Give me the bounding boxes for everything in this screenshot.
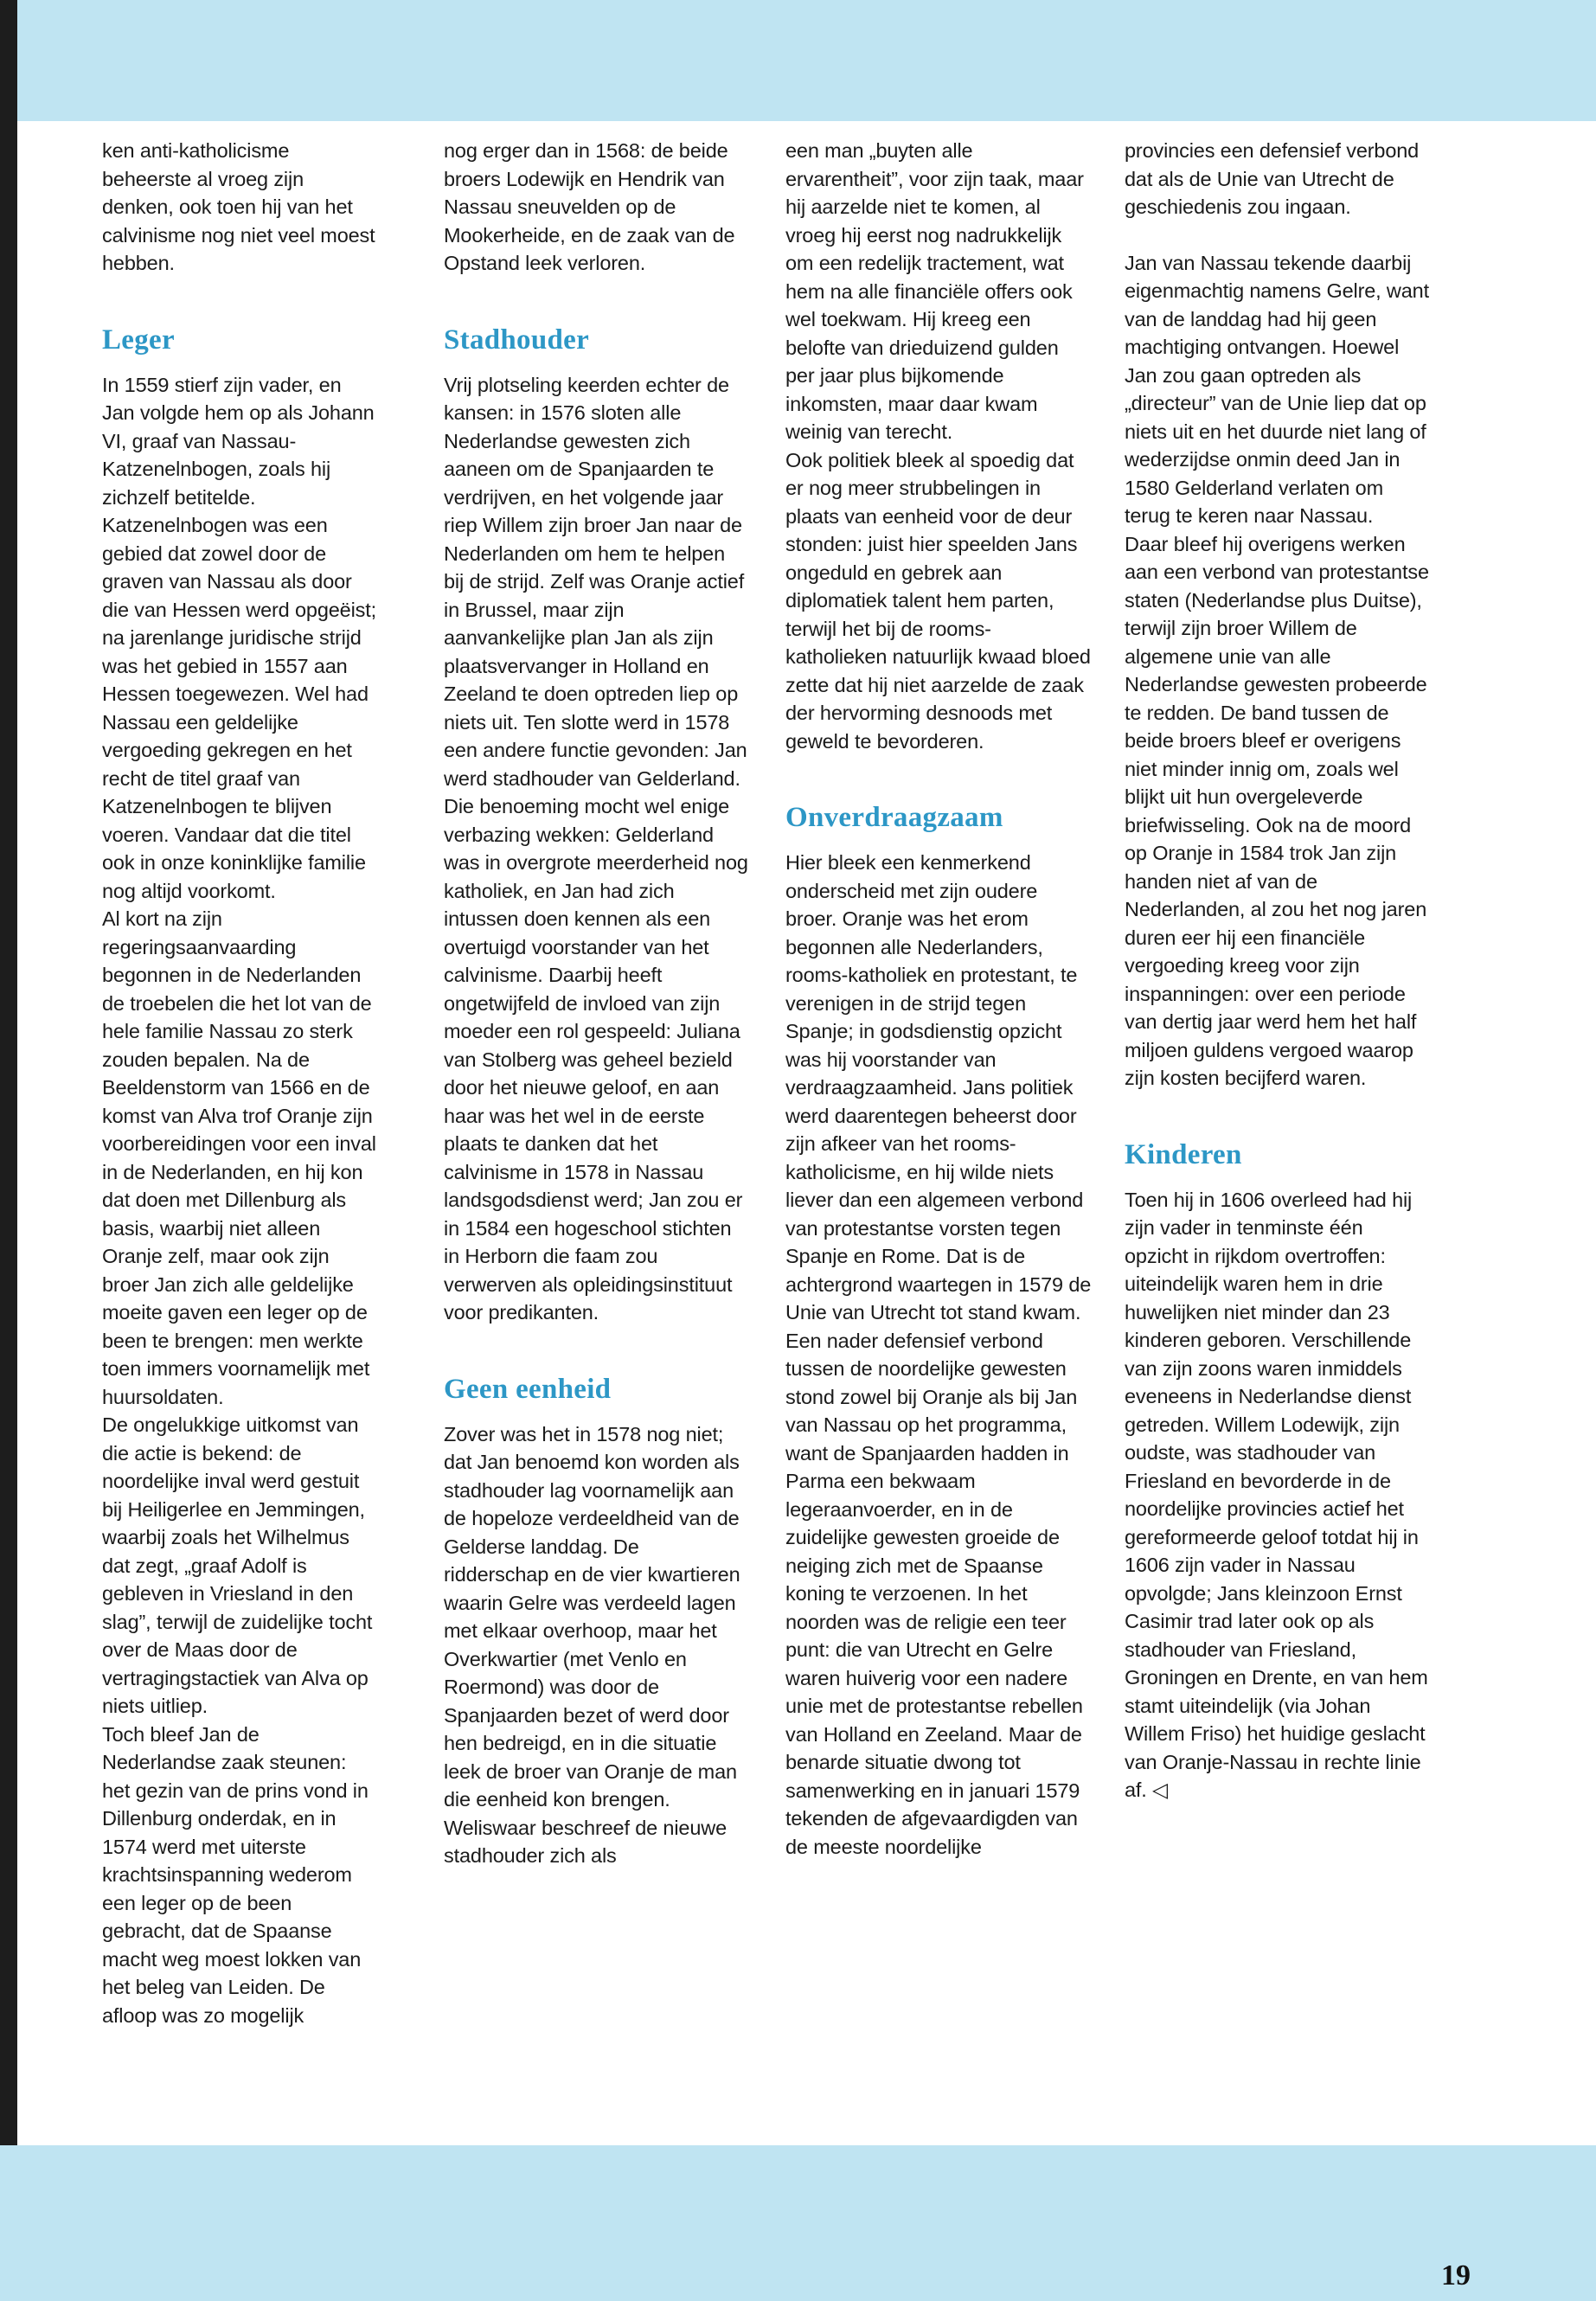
section-heading: Kinderen [1125,1138,1242,1170]
paragraph: De ongelukkige uitkomst van die actie is bekend: de noordelijke inval werd gestuit bij Heiligerlee en Jemmingen, waarbij zoals het Wilhelmus dat zegt, „graaf Adolf is gebleven in Vriesland in den slag”, terwijl de zuidelijke tocht over de Maas door de vertragingstactiek van Alva op niets uitliep. [102,1413,373,1717]
section-heading: Stadhouder [444,324,590,356]
top-color-band [0,0,1596,121]
paragraph: In 1559 stierf zijn vader, en Jan volgde hem op als Johann VI, graaf van Nassau-Katzenelnbogen, zoals hij zichzelf betitelde. [102,373,375,509]
paragraph: Hier bleek een kenmerkend onderscheid met zijn oudere broer. Oranje was het erom begonnen alle Nederlanders, rooms-katholiek en protestant, te verenigen in de strijd tegen Spanje; in godsdienstig opzicht was hij voorstander van verdraagzaamheid. Jans politiek werd daarentegen beheerst door zijn afkeer van het rooms-katholicisme, en hij wilde niets liever dan een algemeen verbond van protestantse vorsten tegen Spanje en Rome. Dat is de achtergrond waartegen in 1579 de Unie van Utrecht tot stand kwam. [785,851,1092,1324]
paragraph: Katzenelnbogen was een gebied dat zowel door de graven van Nassau als door die van Hessen werd opgeëist; na jarenlange juridische strijd was het gebied in 1557 aan Hessen toegewezen. Wel had Nassau een geldelijke vergoeding gekregen en het recht de titel graaf van Katzenelnbogen te blijven voeren. Vandaar dat die titel ook in onze koninklijke familie nog altijd voorkomt. [102,514,377,902]
paragraph: nog erger dan in 1568: de beide broers Lodewijk en Hendrik van Nassau sneuvelden op de Mookerheide, en de zaak van de Opstand leek verloren. [444,139,735,274]
paragraph: Een nader defensief verbond tussen de noordelijke gewesten stond zowel bij Oranje als bij Jan van Nassau op het programma, want de Spanjaarden hadden in Parma een bekwaam legeraanvoerder, en in de zuidelijke gewesten groeide de neiging zich met de Spaanse koning te verzoenen. In het noorden was de religie een teer punt: die van Utrecht en Gelre waren huiverig voor een nadere unie met de protestantse rebellen van Holland en Zeeland. Maar de benarde situatie dwong tot samenwerking en in januari 1579 tekenden de afgevaardigden van de meeste noordelijke [785,1329,1083,1858]
text-column-2 [444,137,749,2128]
page-number: 19 [1441,2259,1471,2291]
paragraph: een man „buyten alle ervarentheit”, voor zijn taak, maar hij aarzelde niet te komen, al vroeg hij eerst nog nadrukkelijk om een redelijk tractement, wat hem na alle financiële offers ook wel toekwam. Hij kreeg een belofte van drieduizend gulden per jaar plus bijkomende inkomsten, maar daar kwam weinig van terecht. [785,139,1084,443]
paragraph: Daar bleef hij overigens werken aan een verbond van protestantse staten (Nederlandse plus Duitse), terwijl zijn broer Willem de algemene unie van alle Nederlandse gewesten probeerde te redden. De band tussen de beide broers bleef er overigens niet minder innig om, zoals wel blijkt uit hun overgeleverde briefwisseling. Ook na de moord op Oranje in 1584 trok Jan zijn handen niet af van de Nederlanden, al zou het nog jaren duren eer hij een financiële vergoeding kreeg voor zijn inspanningen: over een periode van dertig jaar werd hem het half miljoen guldens vergoed waarop zijn kosten becijferd waren. [1125,532,1429,1089]
paragraph: ken anti-katholicisme beheerste al vroeg zijn denken, ook toen hij van het calvinisme nog niet veel moest hebben. [102,139,375,274]
paragraph: Zover was het in 1578 nog niet; dat Jan benoemd kon worden als stadhouder lag voornamelijk aan de hopeloze verdeeldheid van de Gelderse landdag. De ridderschap en de vier kwartieren waarin Gelre was verdeeld lagen met elkaar overhoop, maar het Overkwartier (met Venlo en Roermond) was door de Spanjaarden bezet of werd door hen bedreigd, en in die situatie leek de broer van Oranje de man die eenheid kon brengen. [444,1422,740,1811]
paragraph: Ook politiek bleek al spoedig dat er nog meer strubbelingen in plaats van eenheid voor de deur stonden: juist hier speelden Jans ongeduld en gebrek aan diplomatiek talent hem parten, terwijl het bij de rooms-katholieken natuurlijk kwaad bloed zette dat hij niet aarzelde de zaak der hervorming desnoods met geweld te bevorderen. [785,448,1091,753]
paragraph: Toch bleef Jan de Nederlandse zaak steunen: het gezin van de prins vond in Dillenburg onderdak, en in 1574 werd met uiterste krachtsinspanning wederom een leger op de been gebracht, dat de Spaanse macht weg moest lokken van het beleg van Leiden. De afloop was zo mogelijk [102,1722,369,2027]
text-column-4 [1125,137,1430,2128]
paragraph: Vrij plotseling keerden echter de kansen: in 1576 sloten alle Nederlandse gewesten zich aaneen om de Spanjaarden te verdrijven, en het volgende jaar riep Willem zijn broer Jan naar de Nederlanden om hem te helpen bij de strijd. Zelf was Oranje actief in Brussel, maar zijn aanvankelijke plan Jan als zijn plaatsvervanger in Holland en Zeeland te doen optreden liep op niets uit. Ten slotte werd in 1578 een andere functie gevonden: Jan werd stadhouder van Gelderland. [444,373,747,790]
paragraph: Al kort na zijn regeringsaanvaarding begonnen in de Nederlanden de troebelen die het lot van de hele familie Nassau zo sterk zouden bepalen. Na de Beeldenstorm van 1566 en de komst van Alva trof Oranje zijn voorbereidingen voor een inval in de Nederlanden, en hij kon dat doen met Dillenburg als basis, waarbij niet alleen Oranje zelf, maar ook zijn broer Jan zich alle geldelijke moeite gaven een leger op de been te brengen: men werkte toen immers voornamelijk met huursoldaten. [102,907,376,1408]
paragraph: provincies een defensief verbond dat als de Unie van Utrecht de geschiedenis zou ingaan. [1125,139,1420,218]
section-heading: Geen eenheid [444,1373,612,1405]
text-column-3 [785,137,1093,2128]
text-column-1 [102,137,377,2128]
section-heading: Onverdraagzaam [785,802,1003,833]
paragraph: Toen hij in 1606 overleed had hij zijn vader in tenminste één opzicht in rijkdom overtroffen: uiteindelijk waren hem in drie huwelijken niet minder dan 23 kinderen geboren. Verschillende van zijn zoons waren inmiddels eveneens in Nederlandse dienst getreden. Willem Lodewijk, zijn oudste, was stadhouder van Friesland en bevorderde in de noordelijke provincies actief het gereformeerde geloof totdat hij in 1606 zijn vader in Nassau opvolgde; Jans kleinzoon Ernst Casimir trad later ook op als stadhouder van Friesland, Groningen en Drente, en van hem stamt uiteindelijk (via Johan Willem Friso) het huidige geslacht van Oranje-Nassau in rechte linie af. ◁ [1125,1188,1428,1801]
left-scan-edge [0,0,17,2301]
section-heading: Leger [102,324,175,356]
paragraph: Die benoeming mocht wel enige verbazing wekken: Gelderland was in overgrote meerderheid nog katholiek, en Jan had zich intussen doen kennen als een overtuigd voorstander van het calvinisme. Daarbij heeft ongetwijfeld de invloed van zijn moeder een rol gespeeld: Juliana van Stolberg was geheel bezield door het nieuwe geloof, en aan haar was het wel in de eerste plaats te danken dat het calvinisme in 1578 in Nassau landsgodsdienst werd; Jan zou er in 1584 een hogeschool stichten in Herborn die faam zou verwerven als opleidingsinstituut voor predikanten. [444,795,748,1324]
paragraph: Jan van Nassau tekende daarbij eigenmachtig namens Gelre, want van de landdag had hij geen machtiging ontvangen. Hoewel Jan zou gaan optreden als „directeur” van de Unie liep dat op niets uit en het duurde niet lang of wederzijdse onmin deed Jan in 1580 Gelderland verlaten om terug te keren naar Nassau. [1125,251,1429,527]
paragraph: Weliswaar beschreef de nieuwe stadhouder zich als [444,1816,727,1867]
bottom-color-band [0,2145,1596,2301]
